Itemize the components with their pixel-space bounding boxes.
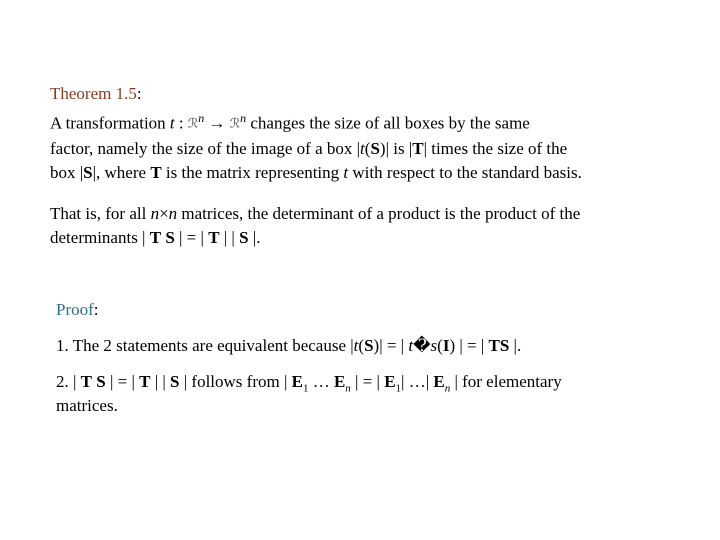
theorem-block: [50, 82, 582, 185]
matrix-s: S: [170, 372, 180, 391]
var-t: t: [408, 336, 414, 355]
text: That is, for all: [50, 204, 151, 223]
text: | |: [219, 228, 240, 247]
text: | is |: [385, 138, 413, 158]
text: | times the size of the: [423, 138, 568, 158]
matrix-e: E: [333, 372, 346, 391]
text: changes the size of all boxes by the same: [246, 113, 530, 133]
matrix-e: E: [384, 372, 396, 391]
theorem-line-2: [50, 137, 582, 161]
text: :: [174, 113, 188, 133]
text: | = |: [105, 372, 140, 391]
proof-label-line: [56, 298, 99, 322]
var-s: s: [430, 336, 438, 355]
matrix-s: S: [165, 228, 175, 247]
exponent-n: n: [240, 111, 247, 125]
proof-item-1: [56, 334, 521, 358]
theorem-line-1: [50, 106, 582, 137]
text: ): [379, 138, 386, 158]
text: (: [437, 336, 443, 355]
proof-label: Proof: [56, 300, 94, 319]
matrix-t: T: [149, 228, 162, 247]
arrow: →: [204, 113, 230, 133]
var-t: t: [343, 162, 349, 182]
var-t: t: [353, 336, 359, 355]
text: | |: [150, 372, 171, 391]
subscript: 1: [302, 382, 309, 395]
text: )| = |: [373, 336, 409, 355]
proof-item-2-line-1: [56, 370, 562, 394]
text: A transformation: [50, 113, 170, 133]
var-t: t: [360, 138, 365, 158]
text: 1. The 2 statements are equivalent because |: [56, 336, 354, 355]
matrix-ts: TS: [488, 336, 510, 355]
restatement-block: [50, 202, 580, 250]
var-n: n: [150, 204, 160, 223]
text: factor, namely the size of the image of a box |: [50, 138, 361, 158]
var-n: n: [168, 204, 178, 223]
reals-symbol: ℛ: [187, 116, 199, 132]
reals-symbol: ℛ: [229, 116, 241, 132]
subscript: 1: [395, 382, 402, 395]
text: is the matrix representing: [161, 162, 344, 182]
times-symbol: ×: [159, 204, 169, 223]
text: (: [364, 138, 371, 158]
matrix-t: T: [80, 372, 92, 391]
text: | …|: [401, 372, 434, 391]
text: |, where: [92, 162, 151, 182]
proof-item-2: [56, 370, 562, 418]
matrix-s: S: [83, 162, 93, 182]
matrix-e: E: [433, 372, 445, 391]
text: box |: [50, 162, 84, 182]
theorem-heading-line: [50, 82, 582, 106]
subscript: n: [345, 382, 351, 395]
matrix-t: T: [412, 138, 424, 158]
proof-item-2-line-2: matrices.: [56, 396, 118, 415]
matrix-e: E: [291, 372, 303, 391]
text: matrices, the determinant of a product is the product of the: [177, 204, 581, 223]
text: | = |: [350, 372, 385, 391]
text: | = |: [174, 228, 209, 247]
matrix-s: S: [96, 372, 106, 391]
text: |.: [248, 228, 261, 247]
text: …: [308, 372, 334, 391]
theorem-heading-colon: :: [136, 84, 142, 103]
var-t: t: [169, 113, 175, 133]
matrix-t: T: [150, 162, 162, 182]
restatement-line-1: [50, 202, 580, 226]
text: ) | = |: [449, 336, 489, 355]
restatement-line-2: [50, 226, 580, 250]
proof-label-colon: :: [93, 300, 99, 319]
unknown-glyph: �: [413, 336, 431, 355]
text: (: [358, 336, 365, 355]
identity-matrix: I: [442, 336, 450, 355]
matrix-s: S: [364, 336, 374, 355]
theorem-heading: Theorem 1.5: [50, 84, 137, 103]
exponent-n: n: [198, 111, 205, 125]
text: |.: [509, 336, 522, 355]
matrix-t: T: [208, 228, 220, 247]
text: with respect to the standard basis.: [348, 162, 582, 182]
text: determinants |: [50, 228, 150, 247]
text: | follows from |: [179, 372, 292, 391]
text: | for elementary: [450, 372, 562, 391]
subscript: n: [444, 382, 451, 395]
text: 2. |: [56, 372, 81, 391]
theorem-line-3: [50, 161, 582, 185]
matrix-s: S: [370, 138, 380, 158]
matrix-t: T: [139, 372, 151, 391]
matrix-s: S: [239, 228, 249, 247]
